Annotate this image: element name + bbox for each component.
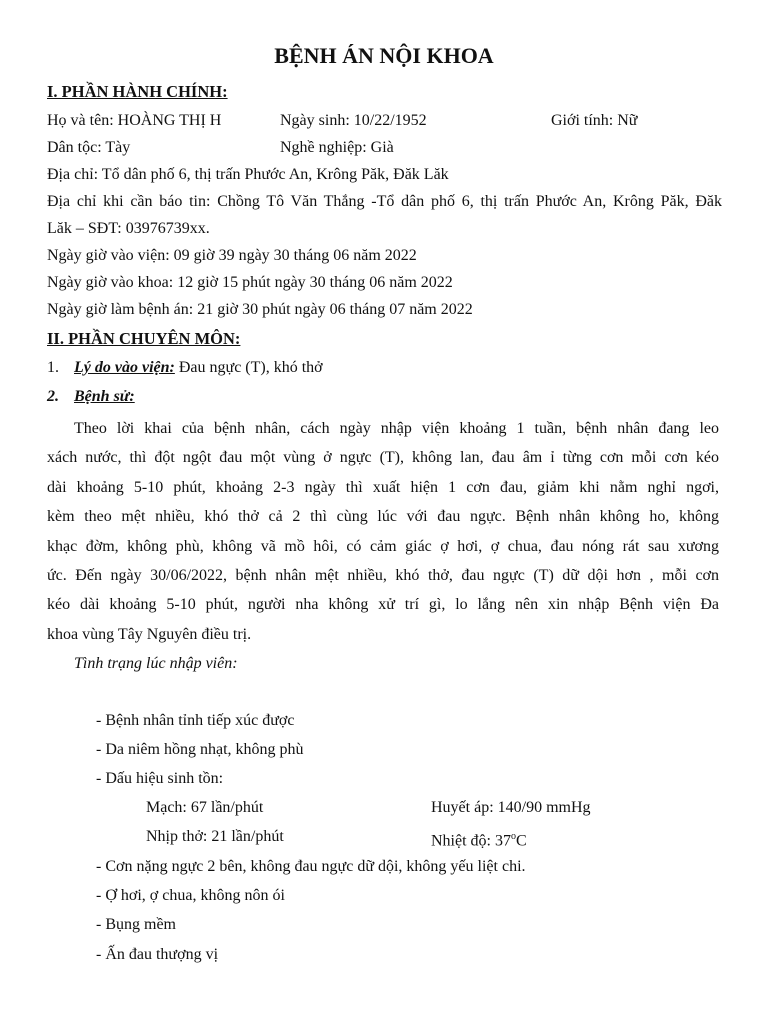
admission-status-label: Tình trạng lúc nhập viên: bbox=[74, 655, 238, 673]
section-clinical-heading: II. PHẦN CHUYÊN MÔN: bbox=[47, 329, 241, 348]
record-time: Ngày giờ làm bệnh án: 21 giờ 30 phút ngày 06 tháng 07 năm 2022 bbox=[47, 301, 473, 318]
history-label: Bệnh sử: bbox=[74, 388, 135, 405]
finding-item: - Ấn đau thượng vị bbox=[96, 946, 219, 963]
history-line: khoa vùng Tây Nguyên điều trị. bbox=[47, 625, 252, 643]
degree-superscript: o bbox=[511, 831, 516, 842]
admit-dept-time: Ngày giờ vào khoa: 12 giờ 15 phút ngày 30 tháng 06 năm 2022 bbox=[47, 274, 453, 291]
history-paragraph bbox=[47, 414, 719, 679]
admit-hospital-time: Ngày giờ vào viện: 09 giờ 39 ngày 30 tháng 06 năm 2022 bbox=[47, 247, 417, 264]
vital-blood-pressure: Huyết áp: 140/90 mmHg bbox=[431, 799, 591, 816]
finding-item: - Bụng mềm bbox=[96, 916, 176, 933]
patient-ethnicity: Dân tộc: Tày bbox=[47, 139, 131, 156]
vital-temperature-value: Nhiệt độ: 37 bbox=[431, 832, 511, 850]
history-line: khạc đờm, không phù, không vã mồ hôi, có cảm giác ợ hơi, ợ chua, đau nóng rát sau xương bbox=[47, 537, 719, 555]
vital-temperature bbox=[431, 826, 527, 852]
patient-name: Họ và tên: HOÀNG THỊ H bbox=[47, 112, 222, 129]
patient-address: Địa chỉ: Tổ dân phố 6, thị trấn Phước An, Krông Păk, Đăk Lăk bbox=[47, 166, 449, 183]
history-heading bbox=[47, 386, 722, 408]
section-admin-heading: I. PHẦN HÀNH CHÍNH: bbox=[47, 82, 228, 101]
item-number: 1. bbox=[47, 359, 59, 376]
patient-info-row bbox=[47, 110, 722, 132]
finding-item: - Da niêm hồng nhạt, không phù bbox=[96, 741, 304, 758]
contact-address-line2: Lăk – SĐT: 03976739xx. bbox=[47, 220, 210, 237]
admission-reason bbox=[47, 357, 722, 379]
patient-dob: Ngày sinh: 10/22/1952 bbox=[280, 112, 427, 129]
finding-item: - Ợ hơi, ợ chua, không nôn ói bbox=[96, 887, 285, 904]
history-line: xách nước, thì đột ngột đau một vùng ở ngực (T), không lan, đau âm ỉ từng cơn mỗi cơn kéo bbox=[47, 449, 719, 467]
vital-pulse: Mạch: 67 lần/phút bbox=[146, 799, 264, 816]
admission-reason-label: Lý do vào viện: bbox=[74, 359, 175, 376]
vital-temperature-unit: C bbox=[516, 832, 527, 850]
history-line: kéo dài khoảng 5-10 phút, người nha không xử trí gì, lo lắng nên xin nhập Bệnh viện Đa bbox=[47, 596, 719, 614]
contact-address-line1: Địa chỉ khi cần báo tin: Chồng Tô Văn Thắng -Tổ dân phố 6, thị trấn Phước An, Krông Păk, Đăk bbox=[47, 193, 722, 210]
finding-item: - Dấu hiệu sinh tồn: bbox=[96, 770, 224, 787]
history-line: kèm theo mệt nhiều, khó thở cả 2 thì cùng lúc với đau ngực. Bệnh nhân không ho, không bbox=[47, 508, 719, 526]
patient-info-row-2 bbox=[47, 137, 722, 159]
finding-item: - Bệnh nhân tỉnh tiếp xúc được bbox=[96, 712, 295, 729]
admission-reason-text: Đau ngực (T), khó thở bbox=[174, 359, 323, 376]
history-line: ức. Đến ngày 30/06/2022, bệnh nhân mệt nhiều, khó thở, đau ngực (T) dữ dội hơn , mỗi cơn bbox=[47, 566, 719, 584]
finding-item: - Cơn nặng ngực 2 bên, không đau ngực dữ dội, không yếu liệt chi. bbox=[96, 858, 526, 875]
document-title: BỆNH ÁN NỘI KHOA bbox=[274, 43, 494, 68]
patient-gender: Giới tính: Nữ bbox=[551, 112, 638, 129]
vital-respiration: Nhịp thở: 21 lần/phút bbox=[146, 828, 284, 845]
patient-occupation: Nghề nghiệp: Già bbox=[280, 139, 394, 156]
item-number: 2. bbox=[47, 388, 59, 405]
history-line: dài khoảng 5-10 phút, khoảng 2-3 ngày thì xuất hiện 1 cơn đau, giảm khi nằm nghỉ ngơi, bbox=[47, 478, 719, 496]
history-line: Theo lời khai của bệnh nhân, cách ngày nhập viện khoảng 1 tuần, bệnh nhân đang leo bbox=[74, 420, 719, 437]
